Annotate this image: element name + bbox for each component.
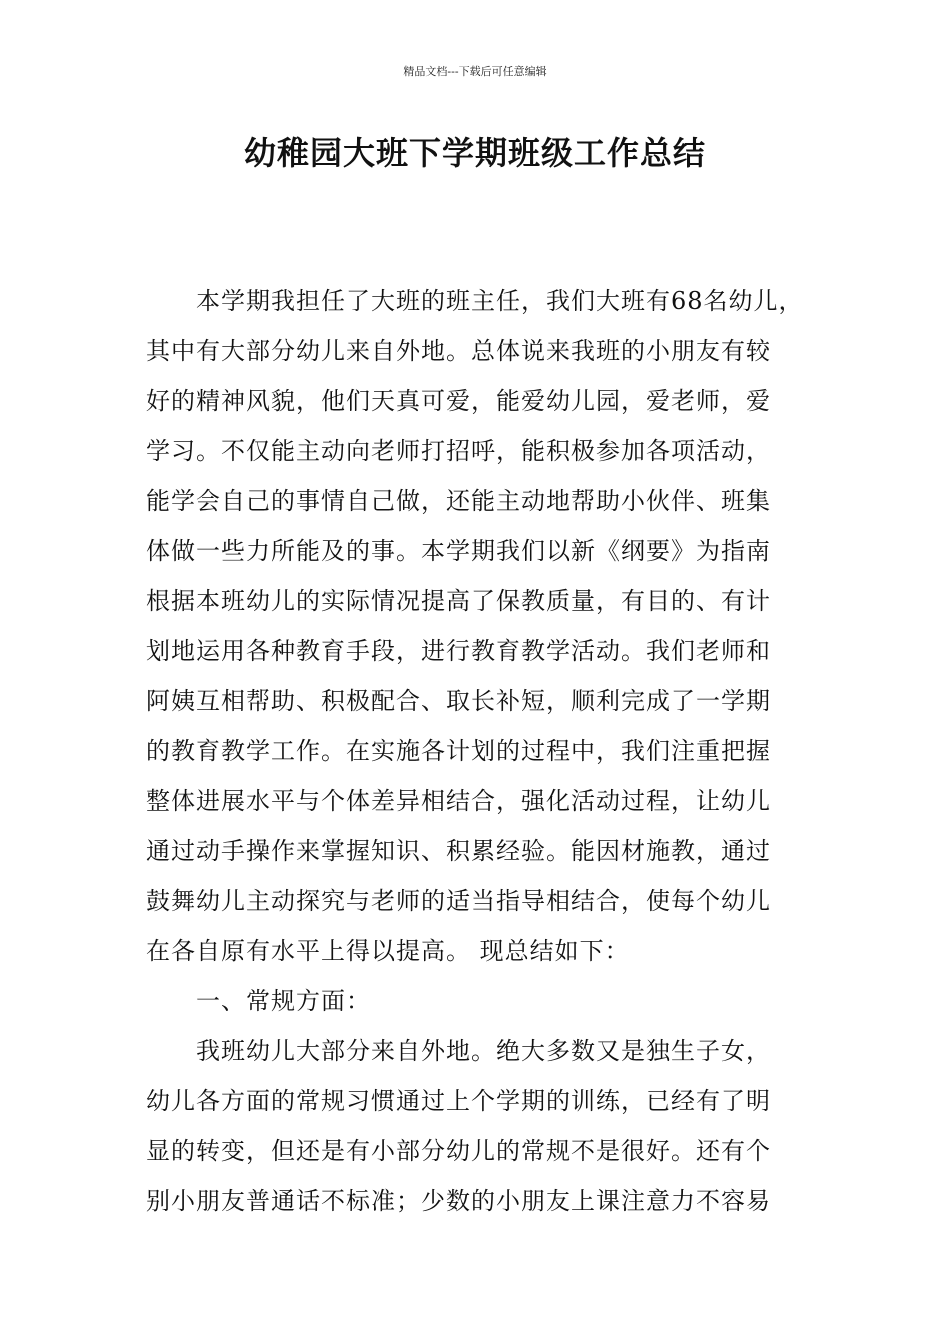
body-line-1: 本学期我担任了大班的班主任，我们大班有68名幼儿， [196,287,804,315]
body-line-17: 幼儿各方面的常规习惯通过上个学期的训练，已经有了明 [146,1087,771,1115]
body-line-2: 其中有大部分幼儿来自外地。总体说来我班的小朋友有较 [146,337,771,365]
body-line-4: 学习。不仅能主动向老师打招呼，能积极参加各项活动， [146,437,771,465]
document-title: 幼稚园大班下学期班级工作总结 [243,134,706,172]
section-heading-routine: 一、常规方面： [196,987,371,1015]
body-line-16: 我班幼儿大部分来自外地。绝大多数又是独生子女， [196,1037,771,1065]
body-line-7: 根据本班幼儿的实际情况提高了保教质量，有目的、有计 [146,587,771,615]
body-line-13: 鼓舞幼儿主动探究与老师的适当指导相结合，使每个幼儿 [146,887,771,915]
document-body [146,276,826,1226]
body-line-18: 显的转变，但还是有小部分幼儿的常规不是很好。还有个 [146,1137,771,1165]
body-line-12: 通过动手操作来掌握知识、积累经验。能因材施教，通过 [146,837,771,865]
body-line-5: 能学会自己的事情自己做，还能主动地帮助小伙伴、班集 [146,487,771,515]
body-line-11: 整体进展水平与个体差异相结合，强化活动过程，让幼儿 [146,787,771,815]
body-line-10: 的教育教学工作。在实施各计划的过程中，我们注重把握 [146,737,771,765]
body-line-19: 别小朋友普通话不标准；少数的小朋友上课注意力不容易 [146,1187,771,1215]
body-line-3: 好的精神风貌，他们天真可爱，能爱幼儿园，爱老师，爱 [146,387,771,415]
body-line-14: 在各自原有水平上得以提高。 现总结如下： [146,937,630,965]
body-line-8: 划地运用各种教育手段，进行教育教学活动。我们老师和 [146,637,771,665]
body-line-9: 阿姨互相帮助、积极配合、取长补短，顺利完成了一学期 [146,687,771,715]
body-line-6: 体做一些力所能及的事。本学期我们以新《纲要》为指南 [146,537,771,565]
header-note: 精品文档---下载后可任意编辑 [403,65,547,78]
